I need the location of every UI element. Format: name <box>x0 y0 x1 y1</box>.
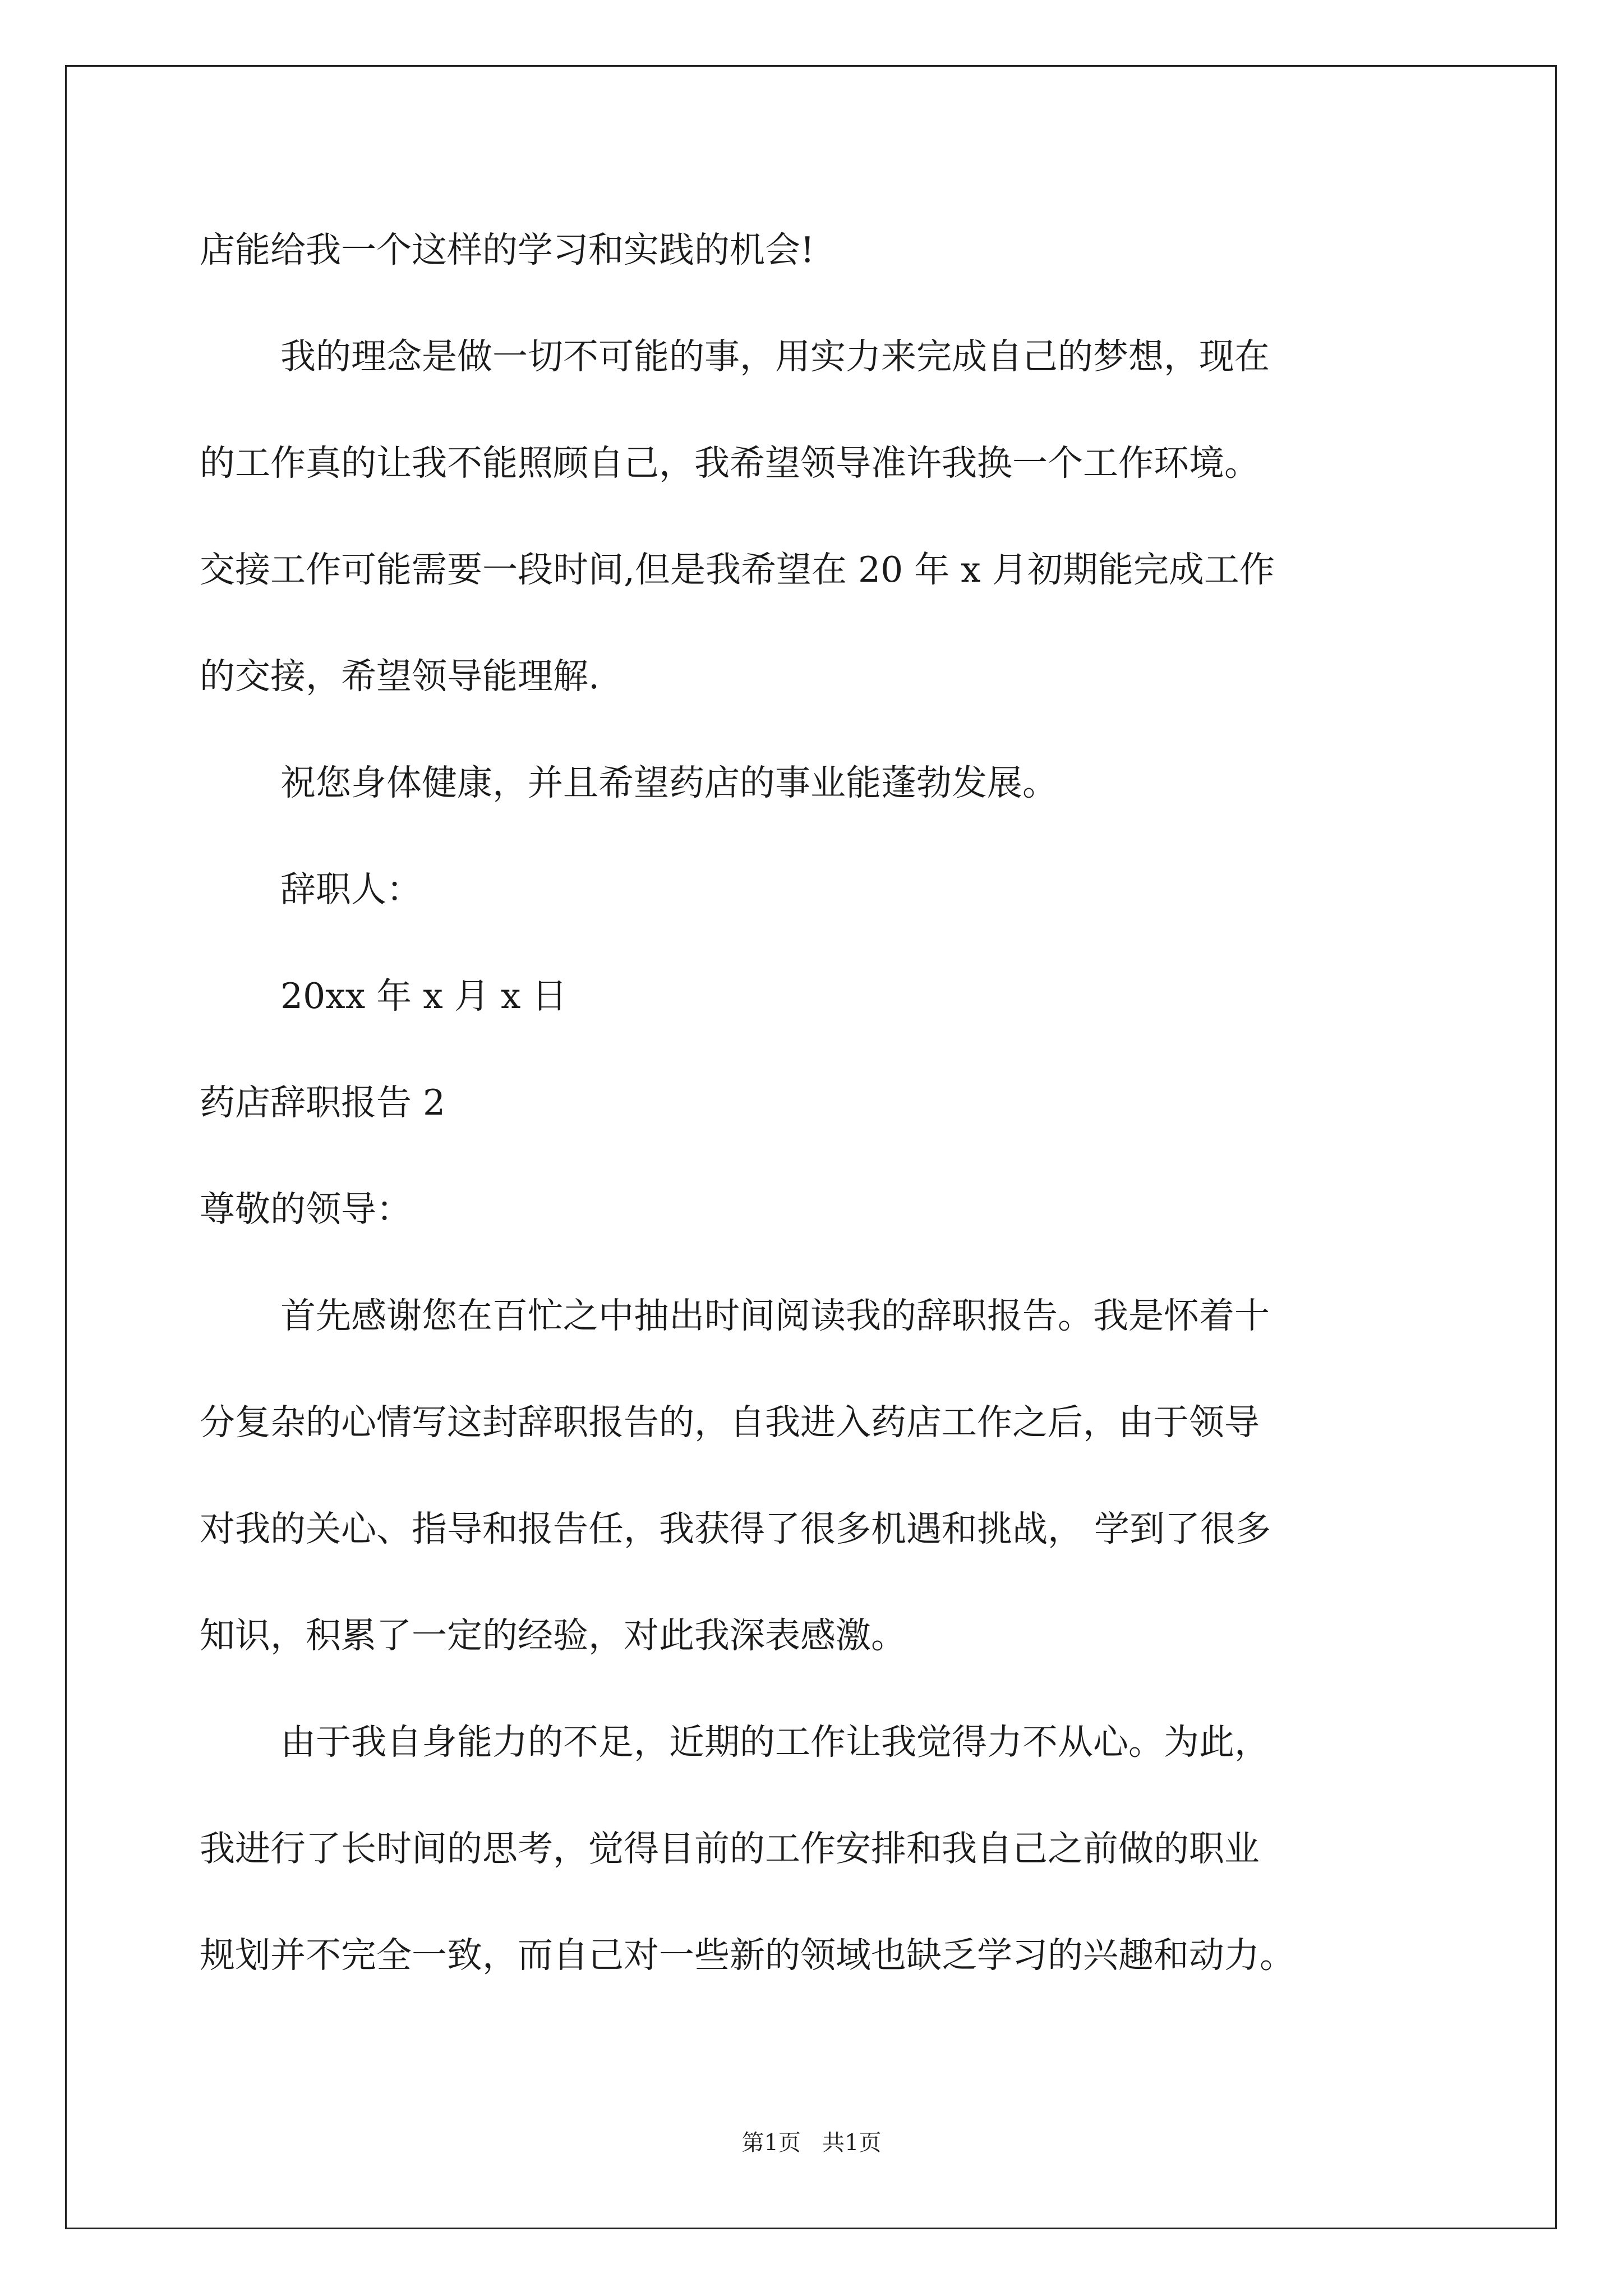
text-line: 交接工作可能需要一段时间,但是我希望在 20 年 x 月初期能完成工作 <box>200 549 1275 590</box>
text-line: 分复杂的心情写这封辞职报告的，自我进入药店工作之后，由于领导 <box>200 1402 1260 1443</box>
text-line: 的工作真的让我不能照顾自己，我希望领导准许我换一个工作环境。 <box>200 443 1260 484</box>
text-line: 辞职人： <box>280 869 422 910</box>
text-line: 由于我自身能力的不足，近期的工作让我觉得力不从心。为此， <box>280 1722 1270 1763</box>
text-line: 对我的关心、指导和报告任，我获得了很多机遇和挑战， 学到了很多 <box>200 1508 1271 1549</box>
text-line: 首先感谢您在百忙之中抽出时间阅读我的辞职报告。我是怀着十 <box>280 1295 1270 1336</box>
text-line: 的交接，希望领导能理解. <box>200 656 600 697</box>
text-line: 店能给我一个这样的学习和实践的机会! <box>200 229 815 270</box>
text-line: 我进行了长时间的思考，觉得目前的工作安排和我自己之前做的职业 <box>200 1828 1260 1869</box>
text-line: 知识，积累了一定的经验，对此我深表感激。 <box>200 1615 906 1656</box>
text-line: 祝您身体健康，并且希望药店的事业能蓬勃发展。 <box>280 762 1058 803</box>
page-footer: 第1页 共1页 <box>741 2130 882 2156</box>
date-line: 20xx 年 x 月 x 日 <box>280 976 568 1016</box>
text-line: 规划并不完全一致，而自己对一些新的领域也缺乏学习的兴趣和动力。 <box>200 1935 1295 1976</box>
salutation: 尊敬的领导： <box>200 1189 412 1230</box>
page-border <box>65 65 1557 2229</box>
text-line: 我的理念是做一切不可能的事，用实力来完成自己的梦想，现在 <box>280 336 1270 377</box>
section-title: 药店辞职报告 2 <box>200 1082 446 1123</box>
